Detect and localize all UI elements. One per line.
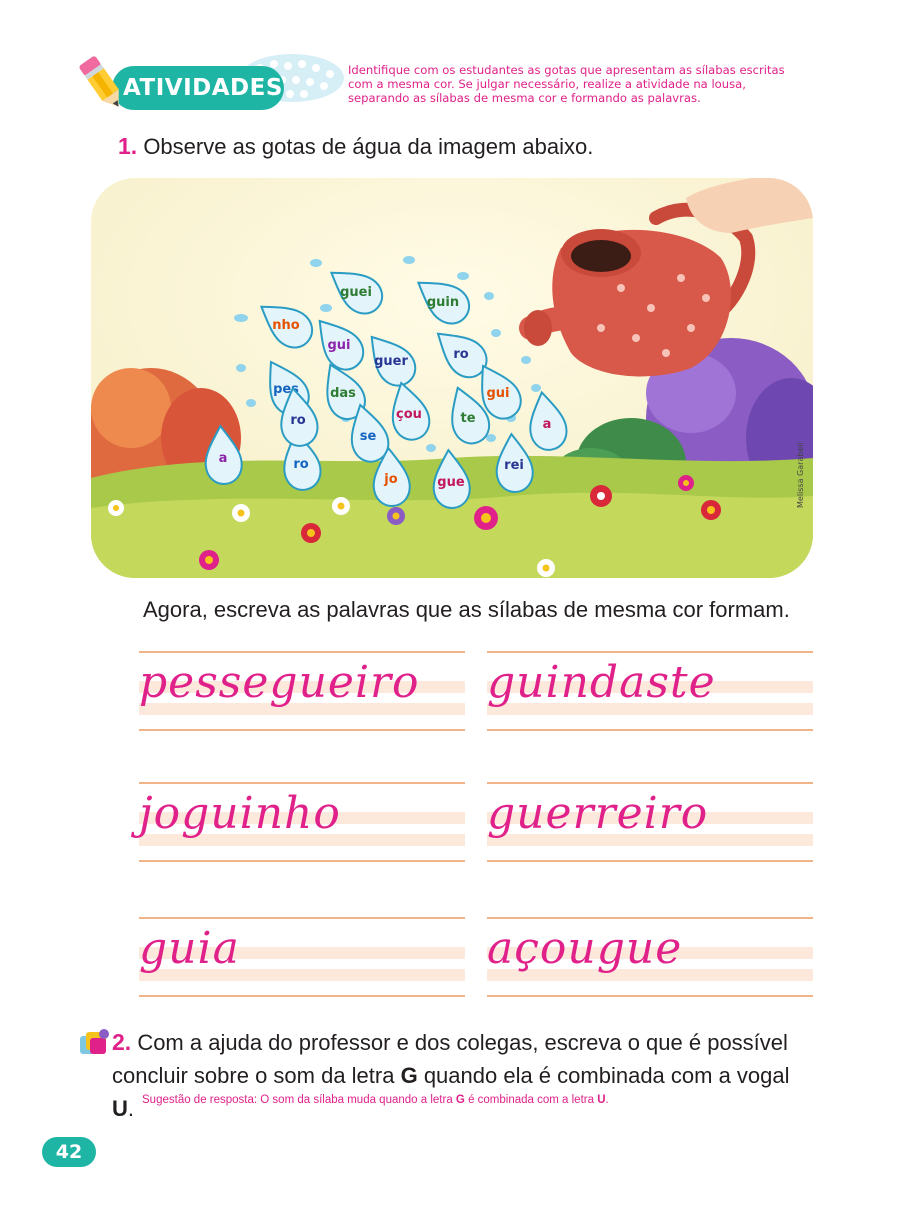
answer-prompt: Agora, escreva as palavras que as sílabas de mesma cor formam. [143,597,790,622]
syllable-text: ro [290,413,306,428]
syllable-text: gui [486,386,510,401]
question-2-text-c: . [127,1096,135,1121]
answer-word: joguinho [139,788,341,839]
pencil-icon [74,52,130,114]
syllable-text: ro [293,457,309,472]
writing-line [139,651,465,731]
group-activity-icon [78,1028,112,1058]
writing-line [139,917,465,997]
activities-badge-label: ATIVIDADES [123,75,283,101]
syllable-text: a [218,451,228,466]
syllable-text: ro [453,347,469,362]
answer-word: guindaste [487,657,716,708]
syllable-text: a [542,417,552,432]
answer-word: pessegueiro [139,657,420,708]
page-number [42,1137,96,1167]
question-2-text-b: quando ela é combinada com a vogal [417,1063,790,1088]
letter-g: G [400,1063,418,1088]
question-2 [112,1026,792,1125]
answer-suggestion: Sugestão de resposta: O som da sílaba muda quando a letra G é combinada com a letra U. [142,1094,609,1106]
syllable-text: nho [272,318,300,333]
question-1 [118,130,593,163]
illustration-credit: Melissa Garabeli [796,442,805,508]
syllable-text: pes [273,382,299,397]
answer-word: guerreiro [487,788,709,839]
writing-line [487,782,813,862]
syllable-text: te [460,411,476,426]
writing-line [487,917,813,997]
syllable-text: rei [504,458,524,473]
syllable-text: guin [426,295,460,310]
page-number-label: 42 [55,1141,83,1163]
syllable-text: se [359,429,377,444]
answer-word: guia [139,923,240,974]
activities-badge [112,66,284,110]
writing-line [487,651,813,731]
syllable-text: çou [396,407,422,422]
syllable-text: das [330,386,356,401]
syllable-text: guei [340,285,372,300]
teacher-note: Identifique com os estudantes as gotas que apresentam as sílabas escritas com a mesma cor. Se julgar necessário, realize a atividade na lousa, separando as sílabas de mesma cor e formando as palavras. [348,63,785,105]
syllable-text: jo [384,472,398,487]
watering-can-illustration [91,178,813,578]
syllable-text: guer [374,354,408,369]
letter-u: U [112,1096,128,1121]
question-2-text-a: Com a ajuda do professor e dos colegas, escreva o que é possível concluir sobre o som da letra [112,1030,788,1088]
writing-line [139,782,465,862]
syllable-text: gui [327,338,351,353]
answer-word: açougue [487,923,683,974]
question-1-text: Observe as gotas de água da imagem abaixo. [143,134,594,159]
question-2-number: 2. [112,1029,132,1055]
syllable-text: gue [437,475,465,490]
question-1-number: 1. [118,133,138,159]
